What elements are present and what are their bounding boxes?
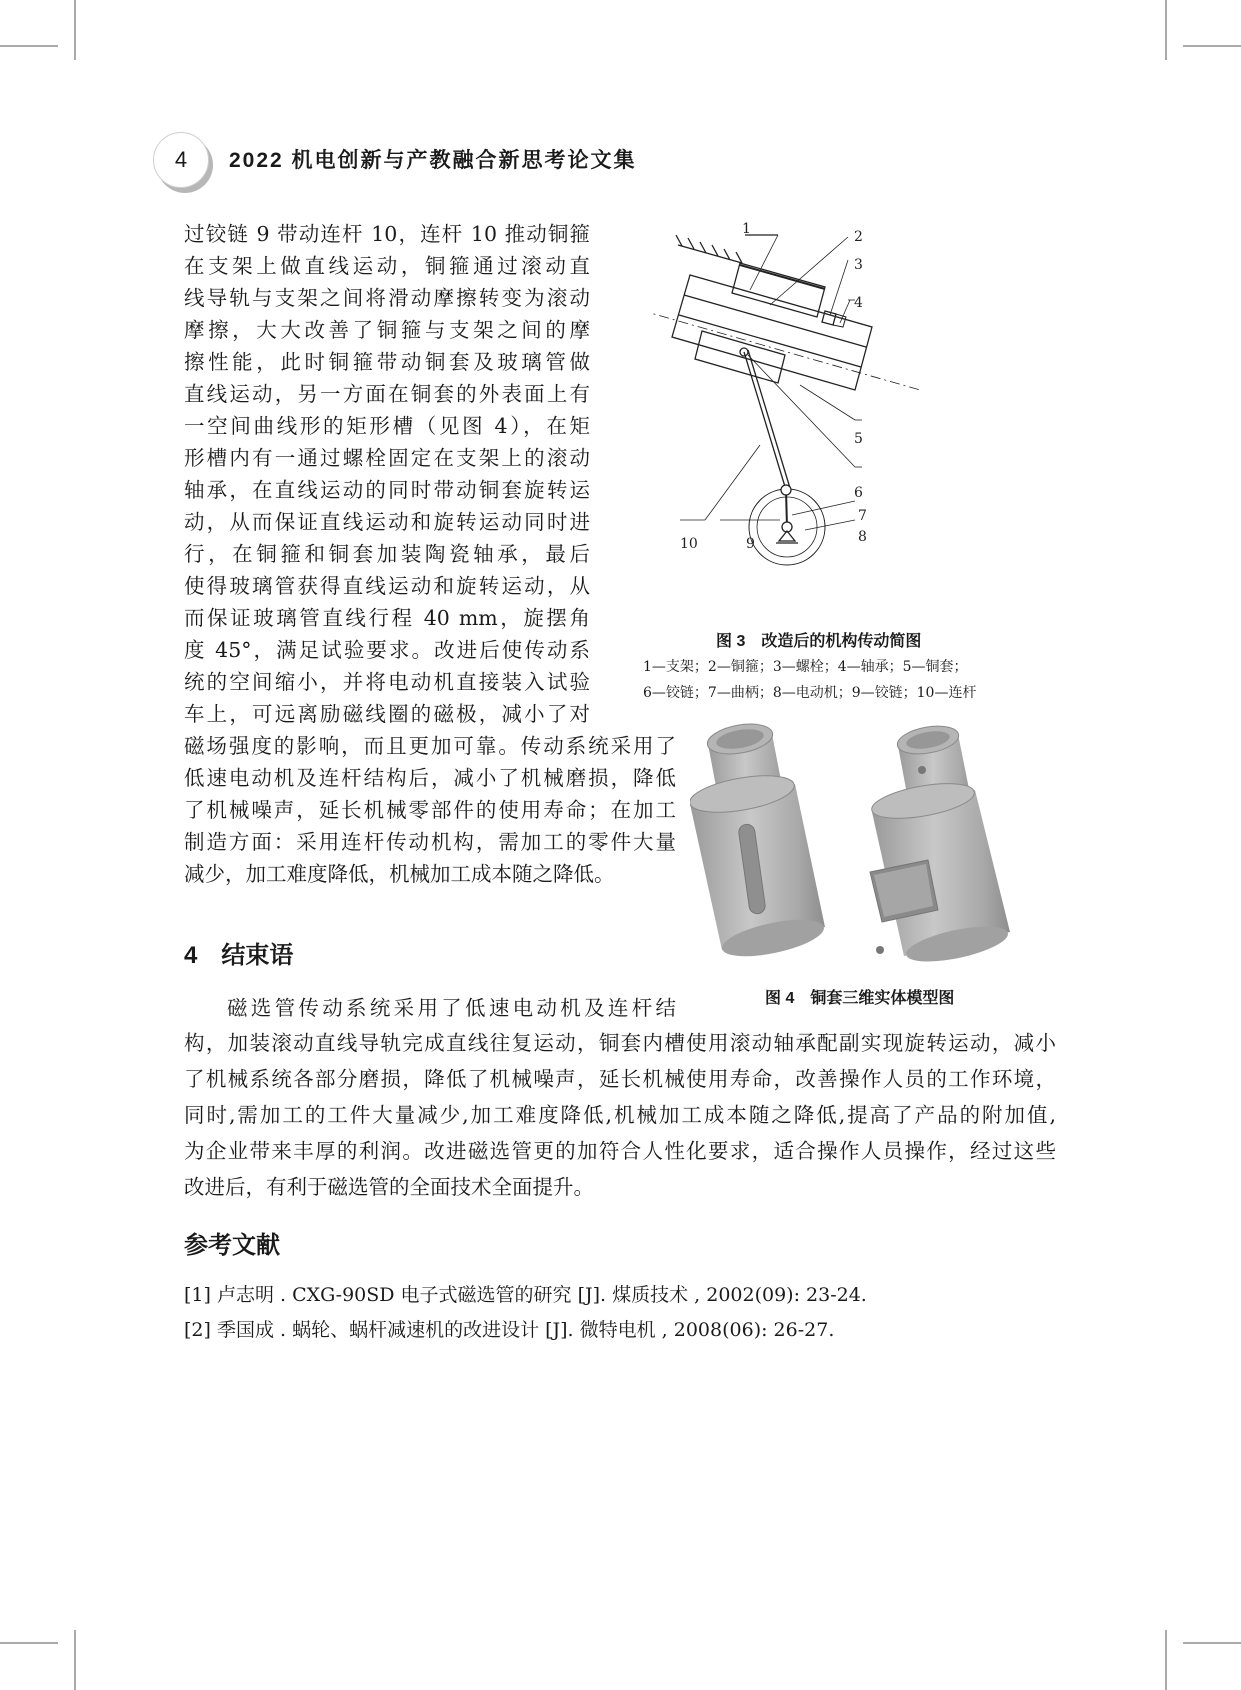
page-number: 4 (153, 132, 209, 188)
label-6: 6 (854, 485, 863, 501)
figure3-caption: 图 3 改造后的机构传动简图 (716, 633, 922, 650)
figure3-diagram (650, 215, 970, 595)
body-line: 了机械系统各部分磨损，降低了机械噪声，延长机械使用寿命，改善操作人员的工作环境， (184, 1067, 1056, 1091)
body-line: 在支架上做直线运动，铜箍通过滚动直 (184, 254, 590, 278)
body-line: 统的空间缩小，并将电动机直接装入试验 (184, 670, 590, 694)
body-line: 构，加装滚动直线导轨完成直线往复运动，铜套内槽使用滚动轴承配副实现旋转运动，减小 (184, 1031, 1056, 1055)
label-10: 10 (680, 536, 698, 552)
body-line: 动，从而保证直线运动和旋转运动同时进 (184, 510, 590, 534)
label-2: 2 (854, 229, 863, 245)
body-line: 线导轨与支架之间将滑动摩擦转变为滚动 (184, 286, 590, 310)
figure3-legend-line2: 6—铰链；7—曲柄；8—电动机；9—铰链；10—连杆 (643, 685, 977, 701)
body-line: 低速电动机及连杆结构后，减小了机械磨损，降低 (184, 766, 676, 790)
label-9: 9 (746, 536, 755, 552)
reference-item: [2] 季国成 . 蜗轮、蜗杆减速机的改进设计 [J]. 微特电机 , 2008(06): 26-27. (184, 1319, 835, 1341)
page-header (153, 132, 853, 184)
body-line: 而保证玻璃管直线行程 40 mm，旋摆角 (184, 606, 590, 630)
body-line: 一空间曲线形的矩形槽（见图 4），在矩 (184, 414, 590, 438)
sleeve-right (869, 722, 1011, 962)
label-7: 7 (858, 508, 867, 524)
section-heading: 4 结束语 (184, 942, 294, 969)
body-line: 行，在铜箍和铜套加装陶瓷轴承，最后 (184, 542, 590, 566)
reference-item: [1] 卢志明 . CXG-90SD 电子式磁选管的研究 [J]. 煤质技术 , 2002(09): 23-24. (184, 1284, 867, 1306)
figure4-models (690, 712, 1050, 962)
body-line: 制造方面：采用连杆传动机构，需加工的零件大量 (184, 830, 676, 854)
body-line: 度 45°，满足试验要求。改进后使传动系 (184, 638, 590, 662)
body-line: 擦性能，此时铜箍带动铜套及玻璃管做 (184, 350, 590, 374)
book-title: 2022 机电创新与产教融合新思考论文集 (229, 149, 637, 172)
body-line: 改进后，有利于磁选管的全面技术全面提升。 (184, 1175, 594, 1199)
body-line: 车上，可远离励磁线圈的磁极，减小了对 (184, 702, 590, 726)
sleeve-left (690, 719, 827, 962)
references-heading: 参考文献 (184, 1232, 280, 1259)
label-5: 5 (854, 431, 863, 447)
label-8: 8 (858, 529, 867, 545)
label-1: 1 (742, 221, 751, 237)
body-line: 直线运动，另一方面在铜套的外表面上有 (184, 382, 590, 406)
body-line: 为企业带来丰厚的利润。改进磁选管更的加符合人性化要求，适合操作人员操作，经过这些 (184, 1139, 1056, 1163)
body-line: 磁选管传动系统采用了低速电动机及连杆结 (227, 996, 676, 1020)
body-line: 形槽内有一通过螺栓固定在支架上的滚动 (184, 446, 590, 470)
body-line: 减少，加工难度降低，机械加工成本随之降低。 (184, 862, 615, 886)
body-line: 磁场强度的影响，而且更加可靠。传动系统采用了 (184, 734, 676, 758)
body-line: 使得玻璃管获得直线运动和旋转运动，从 (184, 574, 590, 598)
label-4: 4 (854, 295, 863, 311)
figure3-legend-line1: 1—支架；2—铜箍；3—螺栓；4—轴承；5—铜套； (643, 659, 968, 675)
body-line: 了机械噪声，延长机械零部件的使用寿命；在加工 (184, 798, 676, 822)
body-line: 过铰链 9 带动连杆 10，连杆 10 推动铜箍 (184, 222, 590, 246)
body-line: 同时,需加工的工件大量减少,加工难度降低,机械加工成本随之降低,提高了产品的附加值, (184, 1103, 1056, 1127)
label-3: 3 (854, 257, 863, 273)
body-line: 轴承，在直线运动的同时带动铜套旋转运 (184, 478, 590, 502)
figure4-caption: 图 4 铜套三维实体模型图 (765, 990, 955, 1007)
body-line: 摩擦，大大改善了铜箍与支架之间的摩 (184, 318, 590, 342)
